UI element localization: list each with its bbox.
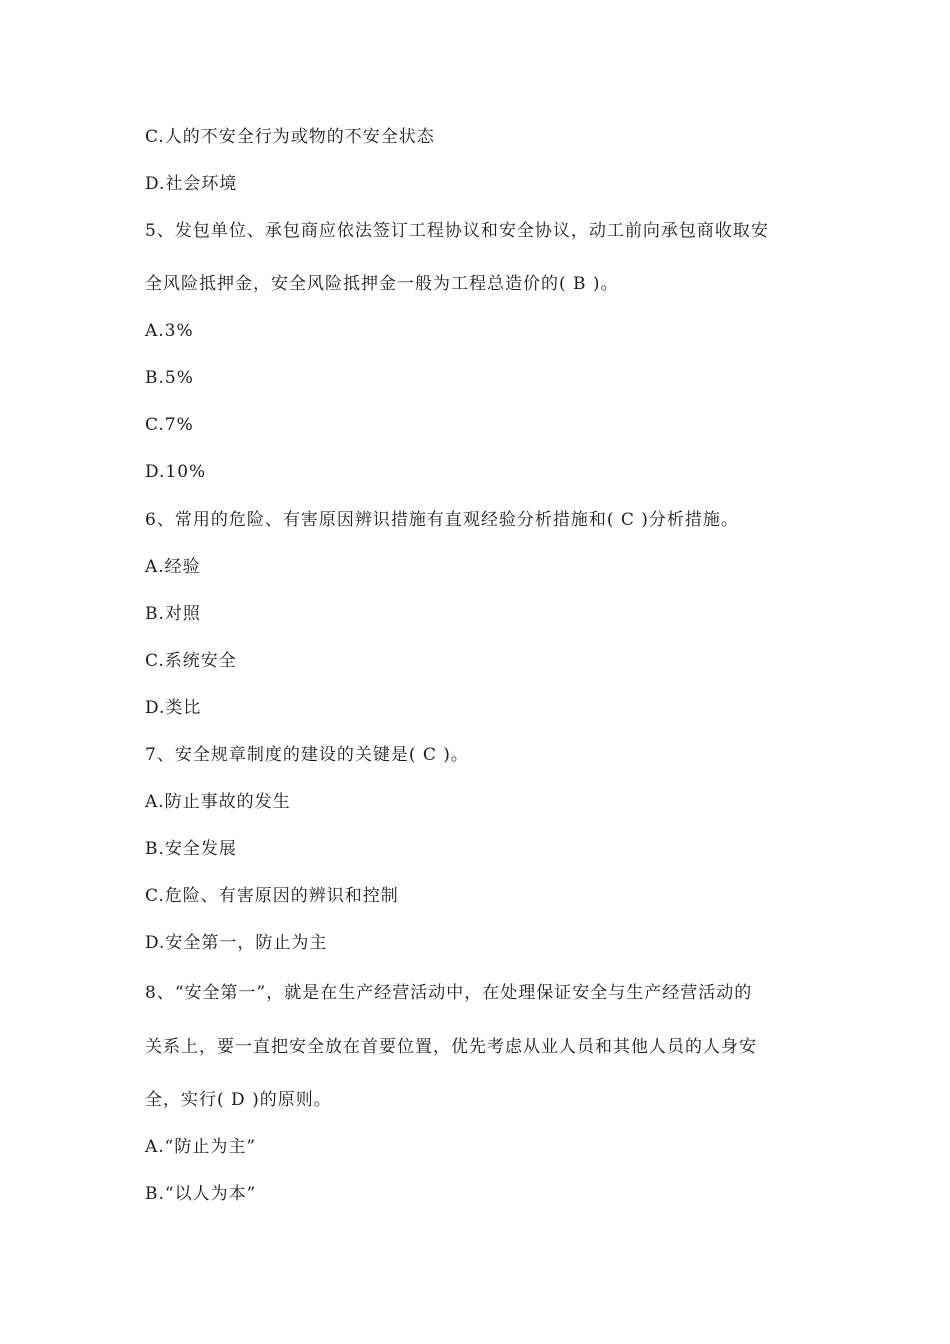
question-line: 8、“安全第一”，就是在生产经营活动中，在处理保证安全与生产经营活动的 (145, 983, 753, 1003)
option-line: B.5% (145, 368, 194, 388)
option-line: D.安全第一，防止为主 (145, 933, 328, 953)
option-line: B.安全发展 (145, 839, 237, 859)
option-line: C.危险、有害原因的辨识和控制 (145, 886, 399, 906)
option-line: A.防止事故的发生 (145, 792, 291, 812)
option-line: A.3% (145, 321, 194, 341)
option-line: A.经验 (145, 557, 201, 577)
option-line: D.类比 (145, 698, 202, 718)
question-line: 5、发包单位、承包商应依法签订工程协议和安全协议，动工前向承包商收取安 (145, 221, 769, 241)
option-line: C.人的不安全行为或物的不安全状态 (145, 127, 435, 147)
option-line: D.社会环境 (145, 174, 238, 194)
question-line: 关系上，要一直把安全放在首要位置，优先考虑从业人员和其他人员的人身安 (145, 1037, 757, 1057)
option-line: C.系统安全 (145, 651, 237, 671)
option-line: B.“以人为本” (145, 1184, 257, 1204)
option-line: B.对照 (145, 604, 201, 624)
option-line: A.“防止为主” (145, 1137, 257, 1157)
question-line: 7、安全规章制度的建设的关键是( C )。 (145, 745, 469, 765)
question-line: 6、常用的危险、有害原因辨识措施有直观经验分析措施和( C )分析措施。 (145, 510, 739, 530)
option-line: C.7% (145, 415, 194, 435)
option-line: D.10% (145, 462, 207, 482)
question-line: 全，实行( D )的原则。 (145, 1090, 332, 1110)
question-line: 全风险抵押金，安全风险抵押金一般为工程总造价的( B )。 (145, 274, 619, 294)
